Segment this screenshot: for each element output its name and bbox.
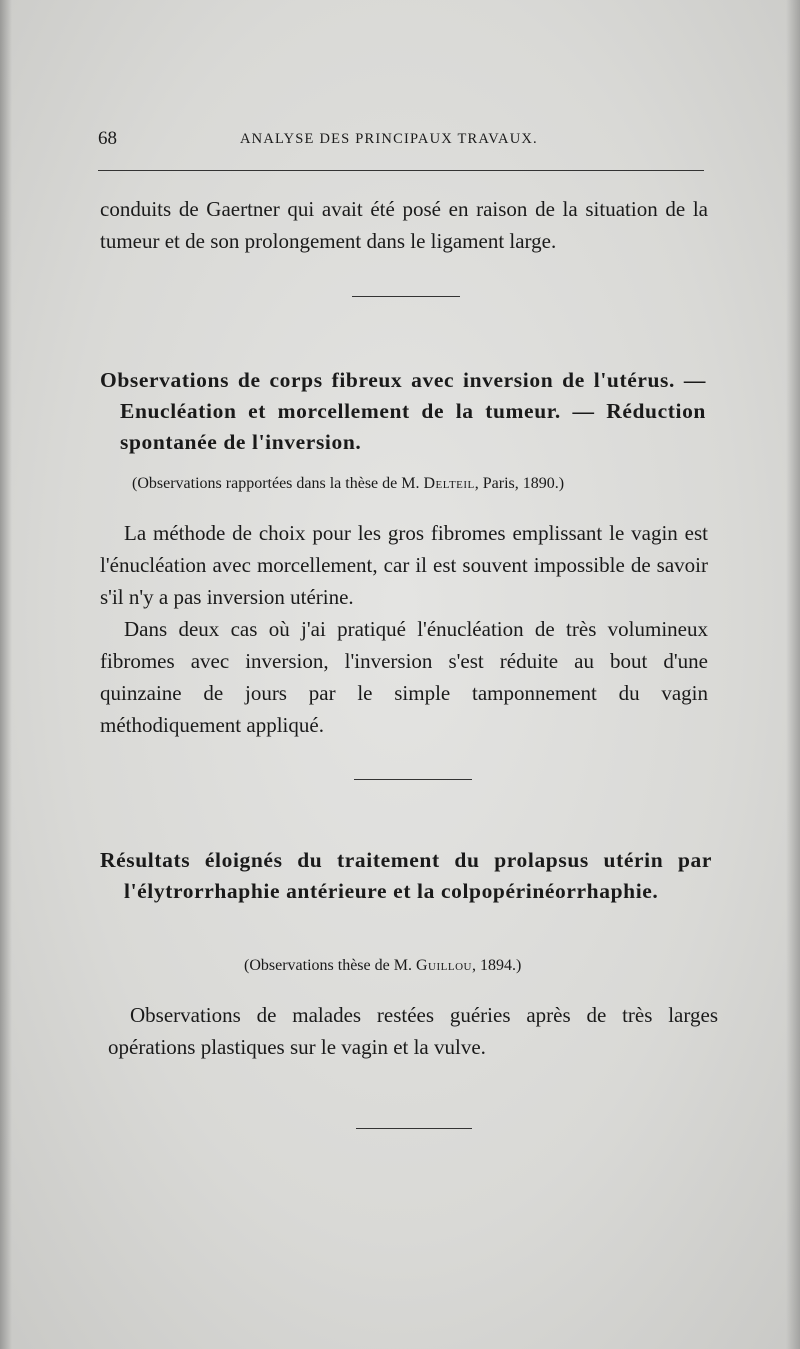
header-rule <box>98 170 704 171</box>
source-note-author: Delteil <box>423 475 475 492</box>
page-shadow-right <box>786 0 800 1349</box>
source-note-text: (Observations rapportées dans la thèse de M. <box>132 475 424 492</box>
section-body <box>100 517 708 741</box>
section-separator <box>352 296 460 297</box>
paragraph: La méthode de choix pour les gros fibromes emplissant le vagin est l'énucléation avec morcellement, car il est souvent impossible de savoir s'il n'y a pas inversion utérine. <box>100 521 708 609</box>
page-number: 68 <box>98 128 117 149</box>
source-note-text: , 1894.) <box>471 957 522 974</box>
page-shadow-left <box>0 0 12 1349</box>
running-head: ANALYSE DES PRINCIPAUX TRAVAUX. <box>240 131 538 147</box>
section-separator <box>356 1128 472 1129</box>
section-title: Résultats éloignés du traitement du prolapsus utérin par l'élytrorrhaphie antérieure et la colpopérinéorrhaphie. <box>100 848 712 903</box>
section-title: Observations de corps fibreux avec inversion de l'utérus. — Enucléation et morcellement de la tumeur. — Réduction spontanée de l'inversion. <box>100 368 706 454</box>
section-body <box>108 999 718 1063</box>
section-separator <box>354 779 472 780</box>
source-note-author: Guillou <box>415 957 472 974</box>
source-note-text: (Observations thèse de M. <box>244 957 416 974</box>
page-header <box>98 128 698 158</box>
paragraph: Observations de malades restées guéries après de très larges opérations plastiques sur le vagin et la vulve. <box>108 1003 718 1059</box>
paragraph: Dans deux cas où j'ai pratiqué l'énucléation de très volumineux fibromes avec inversion, l'inversion s'est réduite au bout d'une quinzaine de jours par le simple tamponnement du vagin méthodiquement appliqué. <box>100 617 708 737</box>
continuation-paragraph: conduits de Gaertner qui avait été posé en raison de la situation de la tumeur et de son prolongement dans le ligament large. <box>100 197 708 253</box>
source-note <box>132 473 564 495</box>
source-note <box>244 955 521 977</box>
source-note-text: , Paris, 1890.) <box>474 475 565 492</box>
